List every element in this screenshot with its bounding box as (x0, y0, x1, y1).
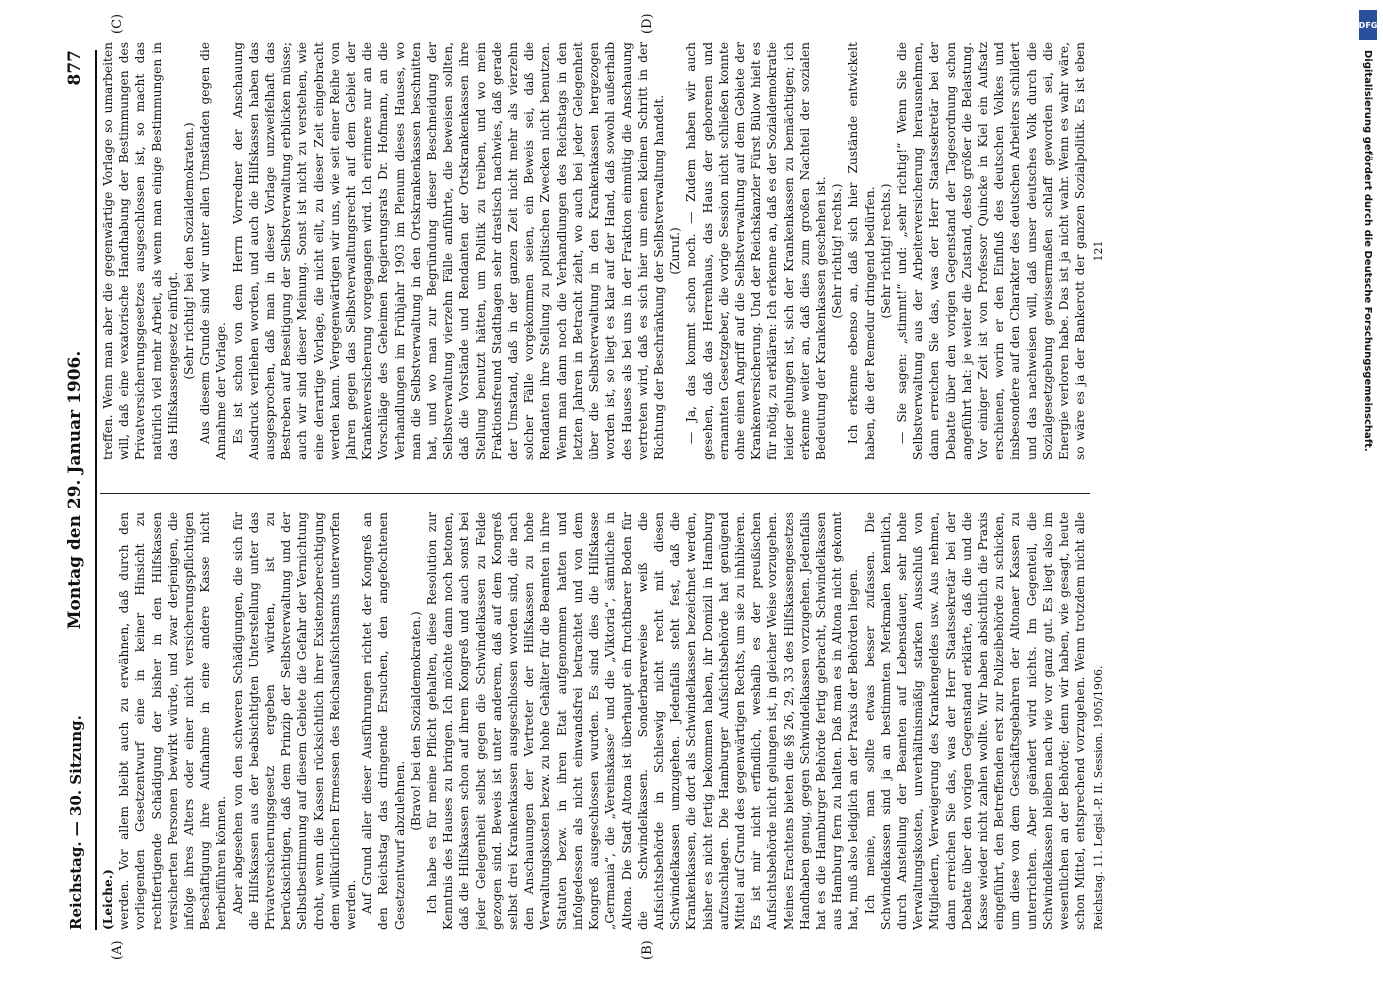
footer-sheet-number: 121 (1092, 240, 1105, 262)
dfg-logo: DFG (1359, 10, 1377, 40)
paragraph: Auf Grund aller dieser Ausführungen richtet der Kongreß an den Reichstag das dringende Ersuchen, den angefochtenen Gesetzentwurf abzulehnen. (360, 512, 407, 930)
funding-note (1359, 50, 1377, 1000)
margin-mark-a: (A) (110, 940, 125, 960)
page-header (55, 50, 97, 930)
funding-text: Digitalisierung gefördert durch die Deutsche Forschungsgemeinschaft. (1362, 50, 1373, 452)
header-session: Reichstag. — 30. Sitzung. (67, 715, 85, 930)
paragraph: Ich erkenne ebenso an, daß sich hier Zustände entwickelt haben, die der Remedur dringend bedürfen. (846, 42, 877, 460)
paragraph: Es ist schon von dem Herrn Vorredner der Anschauung Ausdruck verliehen worden, und auch die Hilfskassen haben das ausgesprochen, daß man in dieser Vorlage unzweifelhaft das Bestreben auf Beseitigung der Selbstverwaltung erblicken müsse; auch wir sind dieser Meinung. Sonst ist nicht zu verstehen, wie eine derartige Vorlage, die nicht eilt, zu dieser Zeit eingebracht werden kann. Vergegenwärtigen wir uns, wie seit einer Reihe von Jahren gegen das Selbstverwaltungsrecht auf dem Gebiet der Krankenversicherung vorgegangen wird. Ich erinnere nur an die Vorschläge des Geheimen Regierungsrats Dr. Hofmann, an die Verhandlungen im Frühjahr 1903 im Plenum dieses Hauses, wo man die Selbstverwaltung in den Ortskrankenkassen beschnitten hat, und wo man zur Begründung dieser Beschneidung der Selbstverwaltung vierzehn Fälle anführte, die beweisen sollten, daß die Vorstände und Rendanten der Ortskrankenkassen ihre Stellung benutzt hätten, um Politik zu treiben, und wo mein Fraktionsfreund Stadthagen sehr drastisch nachwies, daß gerade der Umstand, daß in der ganzen Zeit nicht mehr als vierzehn solcher Fälle vorgekommen seien, ein Beweis sei, daß die Rendanten ihre Stellung zu politischen Zwecken nicht benutzen. Wenn man dann noch die Verhandlungen des Reichstags in den letzten Jahren in Betracht zieht, wo auch bei jeder Gelegenheit über die Selbstverwaltung in den Krankenkassen hergezogen worden ist, so liegt es klar auf der Hand, daß sowohl außerhalb des Hauses als bei uns in der Fraktion einmütig die Anschauung vertreten wird, daß es sich hier um einen kleinen Schritt in der Richtung der Beschränkung der Selbstverwaltung handelt. (230, 42, 666, 460)
margin-mark-b: (B) (640, 940, 655, 960)
paragraph: Ich habe es für meine Pflicht gehalten, diese Resolution zur Kenntnis des Hauses zu bringen. Ich möchte dann noch betonen, daß die Hilfskassen schon auf ihrem Kongreß und auch sonst bei jeder Gelegenheit selbst gegen die Schwindelkassen zu Felde gezogen sind. Beweis ist unter anderem, daß auf dem Kongreß selbst drei Krankenkassen ausgeschlossen worden sind, die nach den Anschauungen der Vertreter der Hilfskassen zu hohe Verwaltungskosten bezw. zu hohe Gehälter für die Beamten in ihre Statuten bezw. in ihren Etat aufgenommen hatten und infolgedessen als nicht einwandsfrei betrachtet und von dem Kongreß ausgeschlossen wurden. Es sind dies die Hilfskasse „Germania“, die „Vereinskasse“ und die „Viktoria“, sämtliche in Altona. Die Stadt Altona ist überhaupt ein fruchtbarer Boden für die Schwindelkassen. Sonderbarerweise weiß die Aufsichtsbehörde in Schleswig nicht recht mit diesen Schwindelkassen umzugehen. Jedenfalls steht fest, daß die Krankenkassen, die dort als Schwindelkassen bezeichnet werden, bisher es nicht fertig bekommen haben, ihr Domizil in Hamburg aufzuschlagen. Die Hamburger Aufsichtsbehörde hat genügend Mittel auf Grund des gegenwärtigen Rechts, um sie zu inhibieren. Es ist mir nicht erfindlich, weshalb es der preußischen Aufsichtsbehörde nicht gelungen ist, in gleicher Weise vorzugehen. Meines Erachtens bieten die §§ 26, 29, 33 des Hilfskassengesetzes Handhaben genug, gegen Schwindelkassen vorzugehen. Jedenfalls hat es die Hamburger Behörde fertig gebracht, Schwindelkassen aus Hamburg fern zu halten. Daß man es in Altona nicht gekonnt hat, muß also lediglich an der Praxis der Behörden liegen. (425, 512, 861, 930)
left-text-column (100, 512, 1090, 930)
interjection: (Zuruf.) (668, 227, 683, 275)
margin-mark-d: (D) (640, 13, 655, 34)
interjection: (Bravo! bei den Sozialdemokraten.) (408, 611, 423, 831)
interjection: (Sehr richtig! rechts.) (830, 183, 845, 319)
footer-legislature: Reichstag. 11. Legisl.-P. II. Session. 1905/1906. (1092, 665, 1105, 930)
paragraph: treffen. Wenn man aber die gegenwärtige Vorlage so umarbeiten will, daß eine vexatorische Handhabung der Bestimmungen des Privatversicherungsgesetzes ausgeschlossen ist, so macht das natürlich viel mehr Arbeit, als wenn man einige Bestimmungen in das Hilfskassengesetz einfügt. (101, 42, 180, 460)
interjection: (Sehr richtig! rechts.) (878, 183, 893, 319)
page-number: 877 (65, 50, 85, 86)
paragraph: Aber abgesehen von den schweren Schädigungen, die sich für die Hilfskassen aus der beabsichtigten Unterstellung unter das Privatversicherungsgesetz ergeben würden, ist zu berücksichtigen, daß dem Prinzip der Selbstverwaltung und der Selbstbestimmung auf diesem Gebiete die Gefahr der Vernichtung droht, wenn die Kassen rücksichtlich ihrer Existenzberechtigung dem willkürlichen Ermessen des Reichsaufsichtsamts unterworfen werden. (230, 512, 359, 930)
paragraph: Ich meine, man sollte etwas besser zufassen. Die Schwindelkassen sind ja an bestimmten Merkmalen kenntlich, durch Anstellung der Beamten auf Lebensdauer, sehr hohe Verwaltungskosten, unverhältnismäßig starken Ausschluß von Mitgliedern, Verweigerung des Krankengeldes usw. Aus nehmen, dann erreichen Sie das, was der Herr Staatssekretär bei der Debatte über den vorigen Gegenstand erklärte, daß die und die Kasse wieder nicht zahlen wollte. Wir haben absichtlich die Praxis eingeführt, den Betreffenden erst zur Polizeibehörde zu schicken, um diese von dem Geschäftsgebahren der Altonaer Kassen zu unterrichten. Aber geändert wird nichts. Im Gegenteil, die Schwindelkassen bleiben nach wie vor ganz gut. Es liegt also im wesentlichen an der Behörde; denn wir haben, wie gesagt, heute schon Mittel, entsprechend vorzugehen. Wenn trotzdem nicht alle (862, 512, 1088, 930)
paragraph: werden. Vor allem bleibt auch zu erwähnen, daß durch den vorliegenden Gesetzentwurf eine in keiner Hinsicht zu rechtfertigende Schädigung der bisher in den Hilfskassen versicherten Personen bewirkt würde, und zwar derjenigen, die infolge ihres Alters oder einer nicht versicherungspflichtigen Beschäftigung ihre Aufnahme in eine andere Kasse nicht herbeiführen können. (117, 512, 229, 930)
paragraph: Aus diesem Grunde sind wir unter allen Umständen gegen die Annahme der Vorlage. (198, 42, 229, 460)
margin-mark-c: (C) (110, 13, 125, 34)
speaker-tag: (Leiche.) (101, 869, 115, 930)
paragraph: — Sie sagen: „stimmt!“ und: „sehr richtig!“ Wenn Sie die Selbstverwaltung aus der Arbeiterversicherung herausnehmen, dann erreichen Sie das, was der Herr Staatssekretär bei der Debatte über den vorigen Gegenstand der Tagesordnung schon angeführt hat: je weiter die Zustand, desto größer die Belastung. Vor einiger Zeit ist von Professor Quincke in Kiel ein Aufsatz erschienen, worin er den Einfluß des deutschen Volkes und insbesondere auf den Charakter des deutschen Arbeiters schildert und das nachweisen will, daß unser deutsches Volk durch die Sozialgesetzgebung gewissermaßen schlaff geworden sei, die Energie verloren habe. Das ist ja nicht wahr. Wenn es wahr wäre, so wäre es ja der Bankerott der ganzen Sozialpolitik. Es ist eben (894, 42, 1088, 460)
column-divider (100, 493, 1090, 494)
paragraph: — Ja, das kommt schon noch. — Zudem haben wir auch gesehen, daß das Herrenhaus, das Haus der geborenen und ernannten Gesetzgeber, die vorige Session nicht schließen konnte ohne einen Angriff auf die Selbstverwaltung auf dem Gebiete der Krankenversicherung. Und der Reichskanzler Fürst Bülow hielt es für nötig, zu erklären: Ich erkenne an, daß es der Sozialdemokratie leider gelungen ist, sich der Krankenkassen zu bemächtigen; ich erkenne weiter an, daß dies zum großen Nachteil der sozialen Bedeutung der Krankenkassen geschehen ist. (684, 42, 828, 460)
interjection: (Sehr richtig! bei den Sozialdemokraten.) (182, 122, 197, 380)
funding-sidebar (1359, 10, 1377, 990)
right-text-column (100, 42, 1090, 460)
header-date: Montag den 29. Januar 1906. (65, 350, 85, 630)
